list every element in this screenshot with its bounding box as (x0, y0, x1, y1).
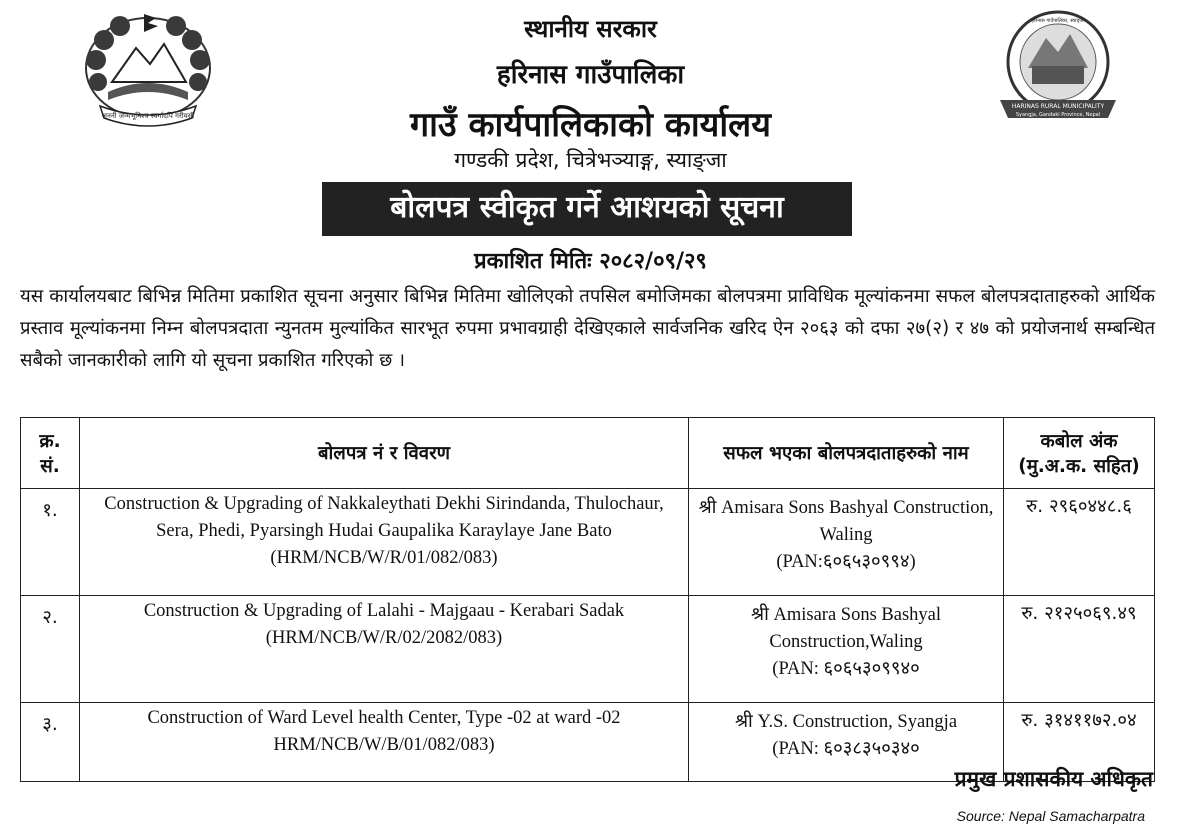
header-sn (21, 418, 80, 489)
bidder-name: श्री Amisara Sons Bashyal Construction,Waling (750, 605, 942, 652)
bidder-pan: (PAN: ६०३८३५०३४० (772, 739, 920, 759)
bidder-name: श्री Amisara Sons Bashyal Construction, Waling (698, 498, 994, 545)
header-amount-line2: (मु.अ.क. सहित) (1018, 456, 1140, 477)
header-bidder: सफल भएका बोलपत्रदाताहरुको नाम (689, 418, 1004, 489)
row-sn: १. (21, 489, 80, 596)
emblem-motto: जननी जन्मभूमिश्च स्वर्गादपि गरीयसी (101, 112, 195, 120)
table-header-row (21, 418, 1155, 489)
row-description: Construction & Upgrading of Lalahi - Majgaau - Kerabari Sadak (HRM/NCB/W/R/02/2082/083) (80, 596, 689, 703)
bidder-pan: (PAN:६०६५३०९९४) (776, 552, 916, 572)
row-bidder (689, 489, 1004, 596)
table-row (21, 489, 1155, 596)
row-description: Construction & Upgrading of Nakkaleythati Dekhi Sirindanda, Thulochaur, Sera, Phedi, Pyarsingh Hudai Gaupalika Karaylaye Jane Bato (HRM/NCB/W/R/01/082/083) (80, 489, 689, 596)
header-sn-line1: क्र. (39, 431, 61, 452)
row-bidder (689, 596, 1004, 703)
logo-nepali-text: हरिनास गाउँपालिका, स्याङ्जा (1031, 18, 1085, 24)
logo-text: HARINAS RURAL MUNICIPALITY (1011, 103, 1105, 110)
bidder-pan: (PAN: ६०६५३०९९४० (772, 659, 920, 679)
header-sn-line2: सं. (40, 456, 60, 477)
bid-results-table (20, 417, 1155, 782)
header-office-name: गाउँ कार्यपालिकाको कार्यालय (410, 105, 771, 145)
bidder-name: श्री Y.S. Construction, Syangja (734, 712, 958, 732)
signoff-title: प्रमुख प्रशासकीय अधिकृत (954, 767, 1153, 791)
header-amount (1004, 418, 1155, 489)
header-description: बोलपत्र नं र विवरण (80, 418, 689, 489)
row-amount: रु. २१२५०६९.४९ (1004, 596, 1155, 703)
row-amount: रु. २९६०४४८.६ (1004, 489, 1155, 596)
header-municipality-name: हरिनास गाउँपालिका (496, 60, 685, 90)
row-sn: ३. (21, 703, 80, 782)
notice-body: यस कार्यालयबाट बिभिन्न मितिमा प्रकाशित सूचना अनुसार बिभिन्न मितिमा खोलिएको तपसिल बमोजिमका बोलपत्रमा प्राविधिक मूल्यांकनमा सफल बोलपत्रदाताहरुको आर्थिक प्रस्ताव मूल्यांकनमा निम्न बोलपत्रदाता न्युनतम मुल्यांकित सारभूत रुपमा प्रभावग्राही देखिएकाले सार्वजनिक खरिद ऐन २०६३ को दफा २७(२) र ४७ को प्रयोजनार्थ सम्बन्धित सबैको जानकारीको लागि यो सूचना प्रकाशित गरिएको छ । (20, 286, 1155, 371)
logo-subtext: Syangja, Gandaki Province, Nepal (1015, 112, 1101, 118)
header-local-government: स्थानीय सरकार (524, 15, 657, 43)
table-row (21, 596, 1155, 703)
published-date: प्रकाशित मितिः २०८२/०९/२९ (474, 249, 707, 274)
header-amount-line1: कबोल अंक (1040, 431, 1118, 452)
source-credit: Source: Nepal Samacharpatra (956, 808, 1145, 824)
row-description: Construction of Ward Level health Center, Type -02 at ward -02 HRM/NCB/W/B/01/082/083) (80, 703, 689, 782)
row-sn: २. (21, 596, 80, 703)
header-address: गण्डकी प्रदेश, चित्रेभञ्याङ्ग, स्याङ्जा (454, 148, 727, 172)
row-amount: रु. ३१४११७२.०४ (1004, 703, 1155, 782)
notice-title: बोलपत्र स्वीकृत गर्ने आशयको सूचना (322, 182, 852, 236)
